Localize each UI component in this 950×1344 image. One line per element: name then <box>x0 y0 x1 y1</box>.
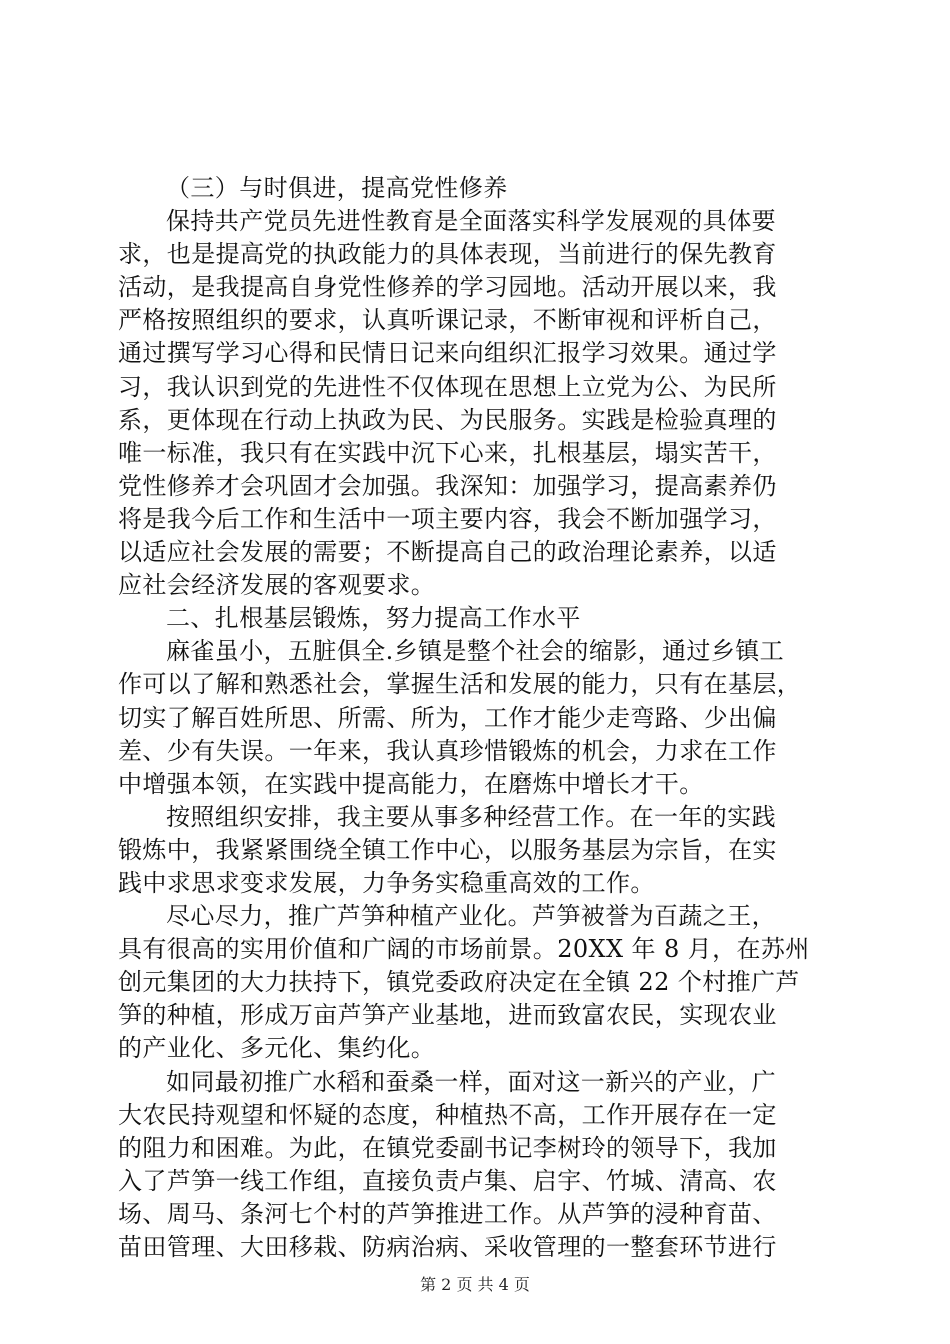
paragraph-line: 党性修养才会巩固才会加强。我深知：加强学习，提高素养仍 <box>118 471 777 500</box>
page-number-footer: 第 2 页 共 4 页 <box>420 1275 530 1294</box>
paragraph-line: 入了芦笋一线工作组，直接负责卢集、启宇、竹城、清高、农 <box>118 1166 777 1195</box>
paragraph-line: 活动，是我提高自身党性修养的学习园地。活动开展以来，我 <box>118 273 777 302</box>
paragraph-line: 笋的种植，形成万亩芦笋产业基地，进而致富农民，实现农业 <box>118 1001 777 1030</box>
paragraph-line: 通过撰写学习心得和民情日记来向组织汇报学习效果。通过学 <box>118 339 777 368</box>
section-heading-keep-pace: （三）与时俱进，提高党性修养 <box>166 174 508 202</box>
paragraph-line: 尽心尽力，推广芦笋种植产业化。芦笋被誉为百蔬之王， <box>166 902 776 931</box>
paragraph-line: 系，更体现在行动上执政为民、为民服务。实践是检验真理的 <box>118 405 777 434</box>
paragraph-line: 的阻力和困难。为此，在镇党委副书记李树玲的领导下，我加 <box>118 1133 777 1162</box>
paragraph-line: 应社会经济发展的客观要求。 <box>118 571 436 600</box>
paragraph-line: 苗田管理、大田移栽、防病治病、采收管理的一整套环节进行 <box>118 1233 777 1261</box>
paragraph-line: 将是我今后工作和生活中一项主要内容，我会不断加强学习， <box>118 504 777 533</box>
paragraph-line: 践中求思求变求发展，力争务实稳重高效的工作。 <box>118 868 655 897</box>
paragraph-line: 锻炼中，我紧紧围绕全镇工作中心，以服务基层为宗旨，在实 <box>118 835 777 864</box>
paragraph-line: 场、周马、条河七个村的芦笋推进工作。从芦笋的浸种育苗、 <box>118 1199 777 1228</box>
paragraph-line: 的产业化、多元化、集约化。 <box>118 1034 436 1063</box>
paragraph-line: 中增强本领，在实践中提高能力，在磨炼中增长才干。 <box>118 769 704 798</box>
paragraph-line: 求，也是提高党的执政能力的具体表现，当前进行的保先教育 <box>118 240 777 269</box>
paragraph-line: 作可以了解和熟悉社会，掌握生活和发展的能力，只有在基层， <box>118 670 802 699</box>
paragraph-line: 创元集团的大力扶持下，镇党委政府决定在全镇 22 个村推广芦 <box>118 968 800 997</box>
paragraph-line: 按照组织安排，我主要从事多种经营工作。在一年的实践 <box>166 802 776 831</box>
section-heading-grassroots: 二、扎根基层锻炼，努力提高工作水平 <box>166 604 581 633</box>
paragraph-line: 差、少有失误。一年来，我认真珍惜锻炼的机会，力求在工作 <box>118 736 777 765</box>
paragraph-line: 如同最初推广水稻和蚕桑一样，面对这一新兴的产业，广 <box>166 1067 776 1096</box>
paragraph-line: 唯一标准，我只有在实践中沉下心来，扎根基层，塌实苦干， <box>118 438 777 467</box>
document-body <box>118 172 836 1264</box>
paragraph-line: 严格按照组织的要求，认真听课记录，不断审视和评析自己， <box>118 306 777 335</box>
paragraph-line: 习，我认识到党的先进性不仅体现在思想上立党为公、为民所 <box>118 372 777 401</box>
paragraph-line: 具有很高的实用价值和广阔的市场前景。20XX 年 8 月，在苏州 <box>118 935 810 964</box>
paragraph-line: 保持共产党员先进性教育是全面落实科学发展观的具体要 <box>166 207 776 236</box>
paragraph-line: 以适应社会发展的需要；不断提高自己的政治理论素养，以适 <box>118 538 777 567</box>
paragraph-line: 切实了解百姓所思、所需、所为，工作才能少走弯路、少出偏 <box>118 703 777 732</box>
paragraph-line: 大农民持观望和怀疑的态度，种植热不高，工作开展存在一定 <box>118 1100 777 1129</box>
paragraph-line: 麻雀虽小，五脏俱全.乡镇是整个社会的缩影，通过乡镇工 <box>166 637 785 666</box>
